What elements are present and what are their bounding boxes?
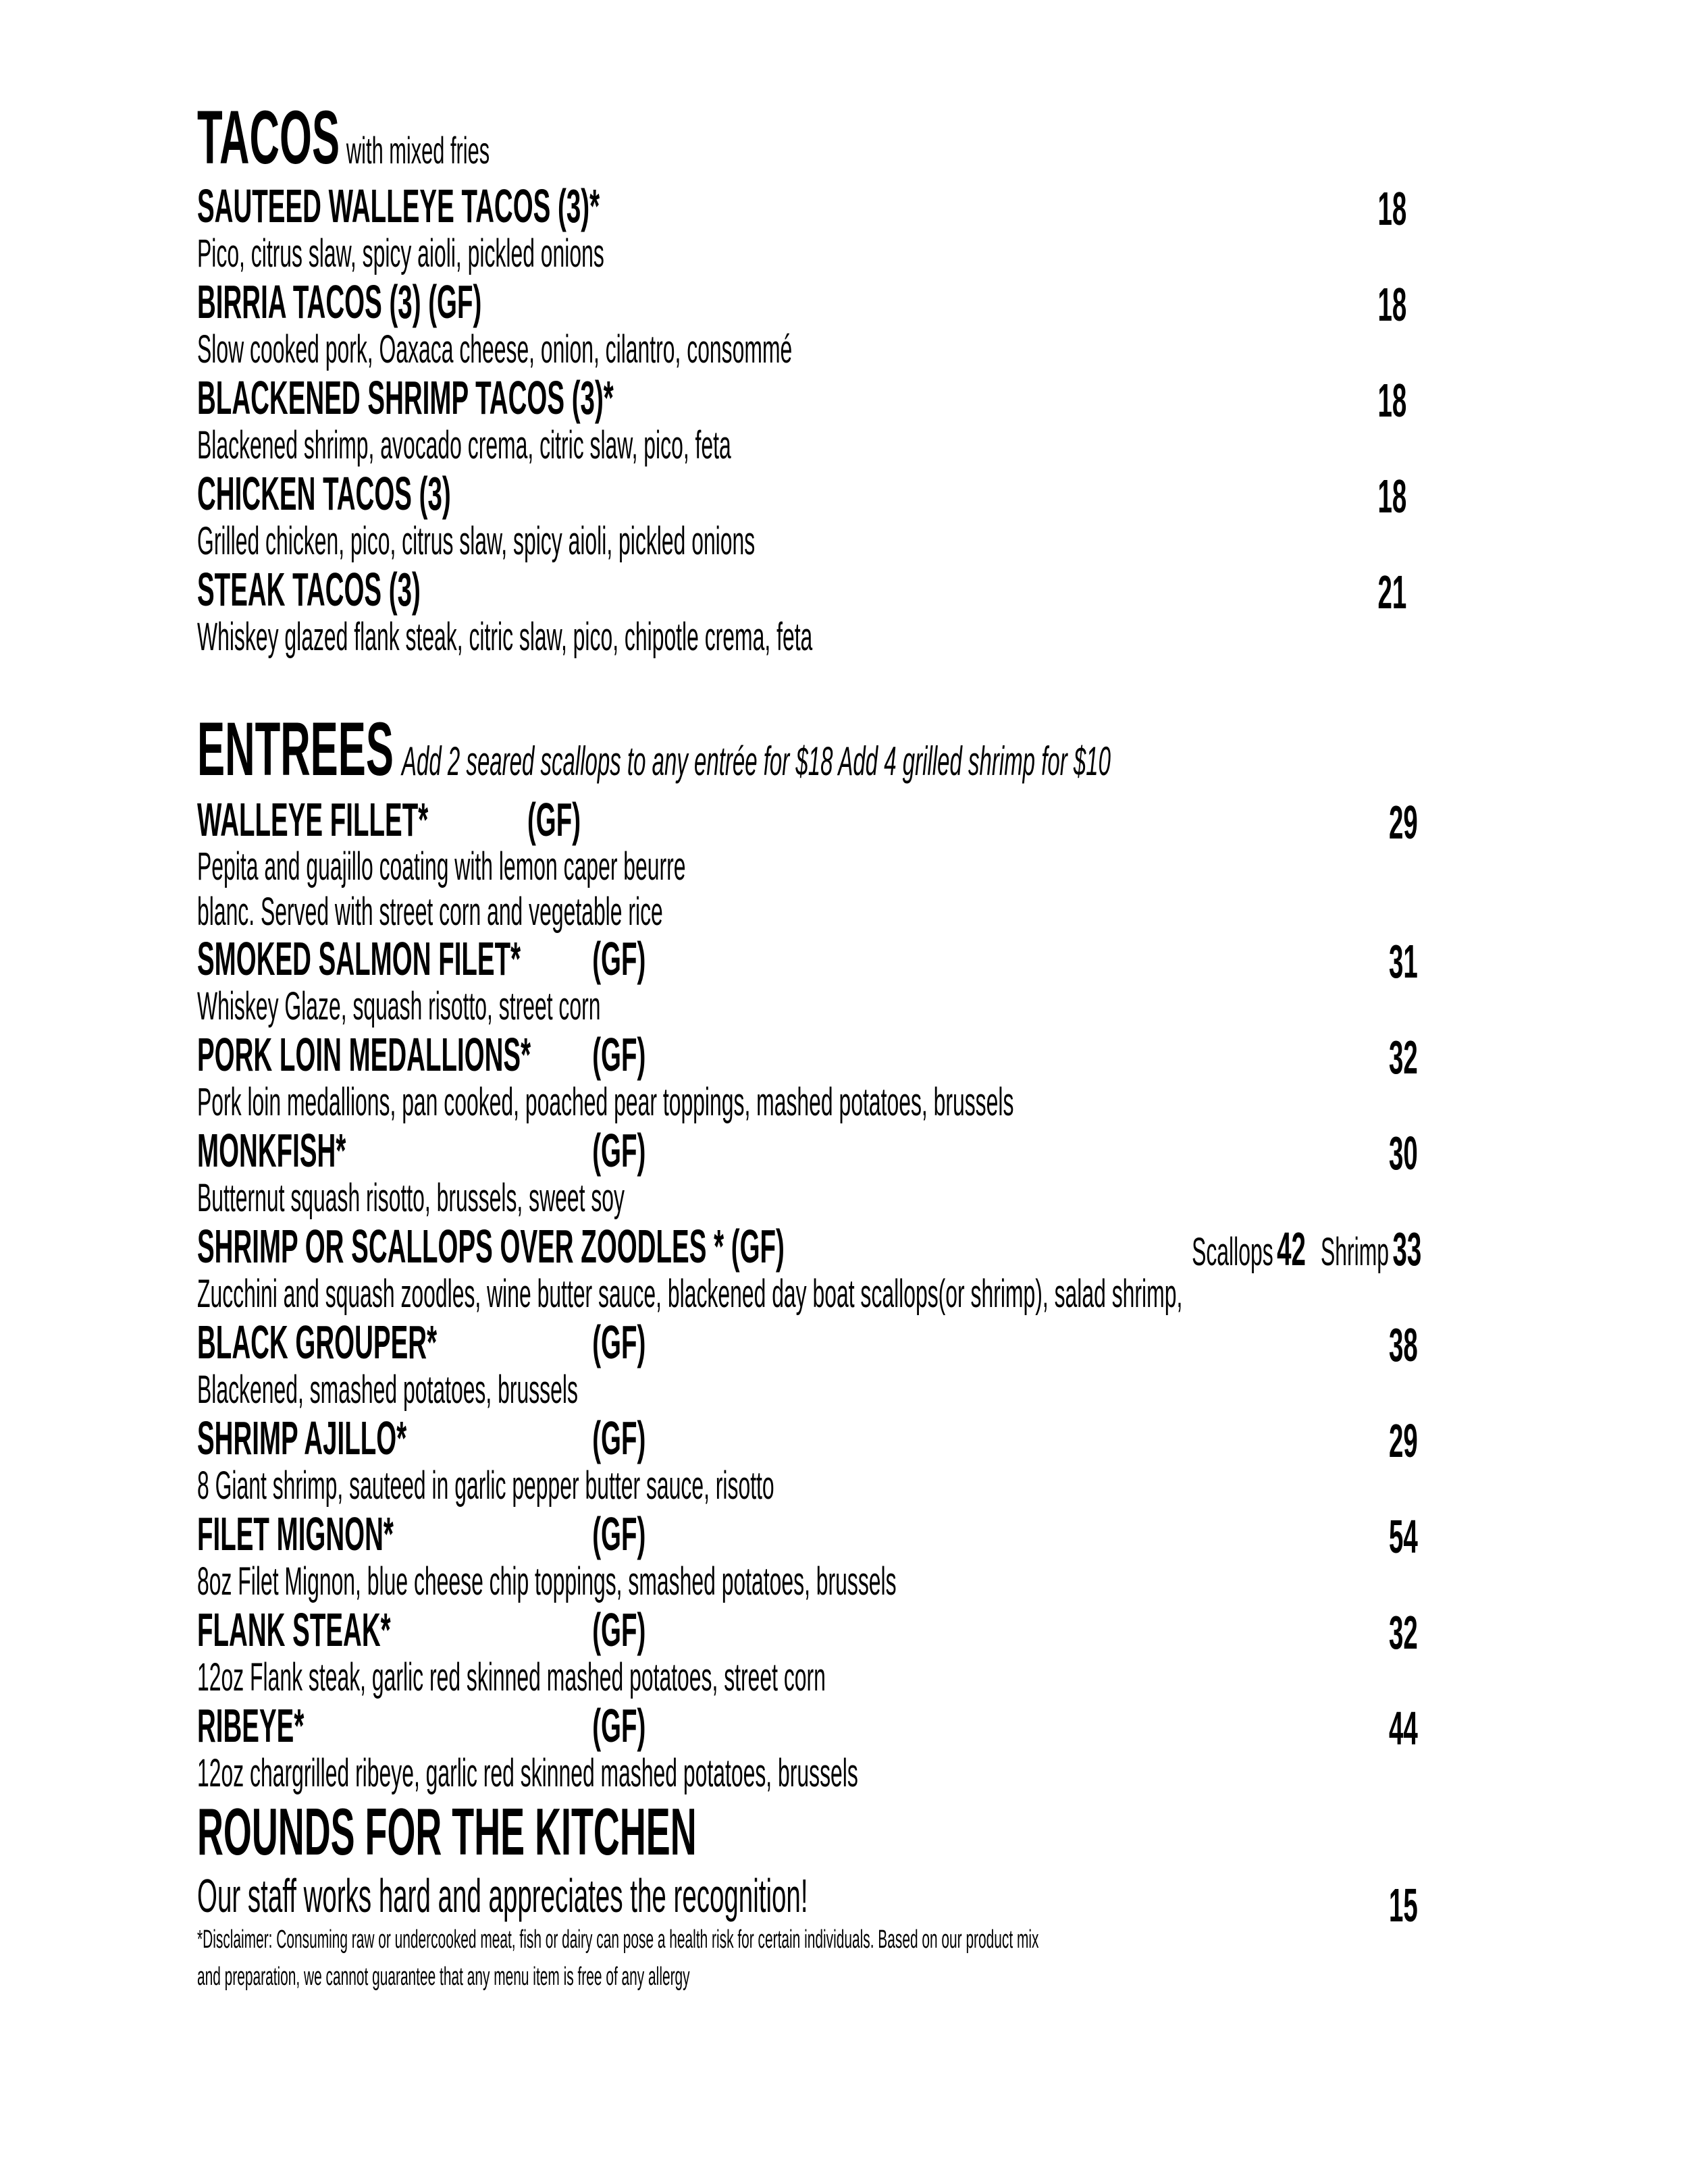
disclaimer-line-2: and preparation, we cannot guarantee that any menu item is free of any allergy: [197, 1963, 690, 1991]
rounds-text: Our staff works hard and appreciates the recognition!: [197, 1869, 808, 1922]
item-price: 30: [1389, 1127, 1418, 1179]
item-price: 32: [1389, 1606, 1418, 1659]
item-name-text: SHRIMP OR SCALLOPS OVER ZOODLES * (GF): [197, 1220, 785, 1273]
menu-item: [197, 469, 1418, 565]
item-price: 32: [1389, 1031, 1418, 1084]
menu-item: [197, 1510, 1418, 1605]
entrees-heading: [197, 707, 1418, 795]
item-description: Zucchini and squash zoodles, wine butter sauce, blackened day boat scallops(or shrimp), salad shrimp,: [197, 1272, 1183, 1316]
item-price: 54: [1389, 1510, 1418, 1563]
gluten-free-tag: (GF): [592, 1412, 646, 1464]
rounds-heading: ROUNDS FOR THE KITCHEN: [197, 1794, 697, 1869]
item-name-text: BLACK GROUPER*: [197, 1316, 438, 1368]
item-price: 18: [1377, 470, 1407, 523]
item-description: 12oz Flank steak, garlic red skinned mashed potatoes, street corn: [197, 1655, 826, 1699]
item-price-options: [1192, 1222, 1421, 1276]
item-name: SAUTEED WALLEYE TACOS (3)*: [197, 180, 600, 232]
item-name: [197, 1414, 1418, 1462]
item-description: Grilled chicken, pico, citrus slaw, spicy aioli, pickled onions: [197, 519, 756, 563]
gluten-free-tag: (GF): [592, 1508, 646, 1560]
item-name-text: RIBEYE*: [197, 1699, 305, 1752]
menu-item: [197, 1318, 1418, 1414]
item-description: Whiskey glazed flank steak, citric slaw, pico, chipotle crema, feta: [197, 615, 813, 659]
menu-item: [197, 373, 1418, 469]
item-price: 31: [1389, 935, 1418, 988]
item-price: 38: [1389, 1319, 1418, 1371]
item-description: Blackened shrimp, avocado crema, citric slaw, pico, feta: [197, 423, 731, 467]
gluten-free-tag: (GF): [592, 1603, 646, 1656]
item-price: 29: [1389, 796, 1418, 849]
item-name: [197, 795, 1418, 844]
item-name: BIRRIA TACOS (3) (GF): [197, 275, 482, 328]
disclaimer-line-1: *Disclaimer: Consuming raw or undercooked meat, fish or dairy can pose a health risk for certain individuals. Based on our product mix: [197, 1925, 1039, 1954]
item-name: CHICKEN TACOS (3): [197, 467, 451, 520]
item-description: 8 Giant shrimp, sauteed in garlic pepper butter sauce, risotto: [197, 1464, 774, 1508]
menu-item: [197, 1701, 1418, 1797]
rounds-price: 15: [1389, 1879, 1418, 1932]
item-name: STEAK TACOS (3): [197, 563, 421, 616]
menu-item: [197, 1414, 1418, 1510]
item-description: 8oz Filet Mignon, blue cheese chip toppings, smashed potatoes, brussels: [197, 1560, 897, 1603]
menu-item: [197, 565, 1418, 661]
item-name: [197, 1030, 1418, 1079]
gluten-free-tag: (GF): [592, 1316, 646, 1368]
item-name: [197, 1126, 1418, 1175]
menu-item: [197, 934, 1418, 1030]
menu-item: [197, 1220, 1422, 1318]
tacos-heading: [197, 95, 1418, 182]
entrees-title: ENTREES: [197, 707, 394, 791]
item-name: [197, 1318, 1418, 1366]
item-price: 29: [1389, 1414, 1418, 1467]
tacos-list: [197, 182, 1418, 661]
item-name-text: SHRIMP AJILLO*: [197, 1412, 407, 1464]
tacos-subtitle: with mixed fries: [346, 129, 490, 171]
item-name-text: WALLEYE FILLET*: [197, 793, 429, 846]
tacos-title: TACOS: [197, 95, 340, 180]
item-name: BLACKENED SHRIMP TACOS (3)*: [197, 371, 614, 424]
item-description: Pico, citrus slaw, spicy aioli, pickled onions: [197, 232, 604, 275]
gluten-free-tag: (GF): [527, 793, 581, 846]
gluten-free-tag: (GF): [592, 1124, 646, 1177]
shrimp-label: Shrimp: [1320, 1230, 1390, 1274]
menu-item: [197, 1030, 1418, 1126]
item-description: Blackened, smashed potatoes, brussels: [197, 1368, 578, 1412]
item-price: 18: [1377, 278, 1407, 331]
item-description: Slow cooked pork, Oaxaca cheese, onion, cilantro, consommé: [197, 327, 793, 371]
item-price: 18: [1377, 182, 1407, 235]
item-name: [197, 1510, 1418, 1558]
shrimp-price: 33: [1392, 1223, 1422, 1275]
item-price: 21: [1377, 566, 1407, 618]
item-description: Pork loin medallions, pan cooked, poached pear toppings, mashed potatoes, brussels: [197, 1080, 1014, 1124]
gluten-free-tag: (GF): [592, 1028, 646, 1081]
item-name-text: FLANK STEAK*: [197, 1603, 391, 1656]
item-description: Pepita and guajillo coating with lemon caper beurre blanc. Served with street corn and vegetable rice: [197, 845, 686, 934]
rounds-row: [197, 1862, 1418, 1932]
scallops-price: 42: [1277, 1223, 1306, 1275]
item-name-text: SMOKED SALMON FILET*: [197, 932, 521, 985]
item-description: 12oz chargrilled ribeye, garlic red skinned mashed potatoes, brussels: [197, 1751, 858, 1795]
item-price: 18: [1377, 374, 1407, 427]
entrees-subtitle: Add 2 seared scallops to any entrée for $18 Add 4 grilled shrimp for $10: [402, 739, 1111, 784]
gluten-free-tag: (GF): [592, 932, 646, 985]
menu-item: [197, 1126, 1418, 1222]
menu-item: [197, 277, 1418, 373]
gluten-free-tag: (GF): [592, 1699, 646, 1752]
menu-item: [197, 182, 1418, 277]
item-price: 44: [1389, 1702, 1418, 1755]
item-description: Whiskey Glaze, squash risotto, street corn: [197, 984, 601, 1028]
scallops-label: Scallops: [1192, 1230, 1273, 1274]
item-description: Butternut squash risotto, brussels, sweet soy: [197, 1176, 625, 1220]
item-name: [197, 1605, 1418, 1654]
item-name-text: FILET MIGNON*: [197, 1508, 394, 1560]
menu-item: [197, 1605, 1418, 1701]
entrees-list: [197, 793, 1422, 1797]
item-name: [197, 1701, 1418, 1750]
menu-page: [197, 0, 1422, 1996]
menu-item: [197, 795, 1418, 934]
item-name: [197, 934, 1418, 983]
item-name-text: PORK LOIN MEDALLIONS*: [197, 1028, 531, 1081]
item-name-text: MONKFISH*: [197, 1124, 346, 1177]
